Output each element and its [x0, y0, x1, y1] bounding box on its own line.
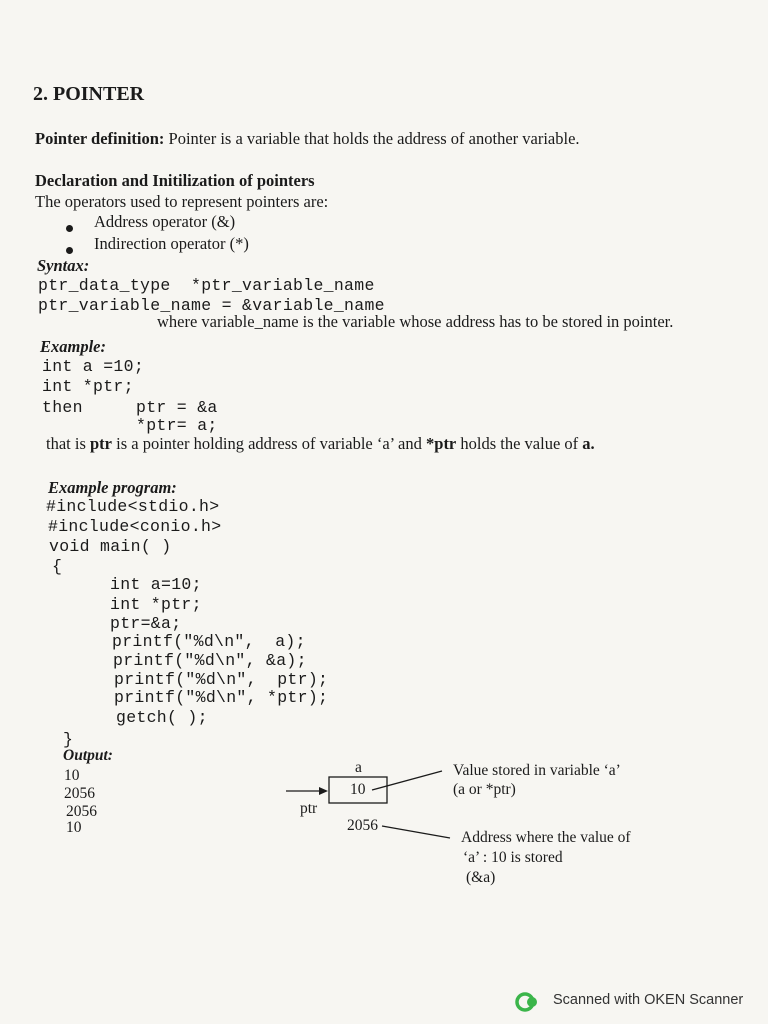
output-line: 10: [66, 819, 82, 836]
program-code-line: printf("%d\n", a);: [112, 632, 306, 651]
summary-text: is a pointer holding address of variable ‘a’ and: [112, 434, 427, 453]
example-then: then: [42, 398, 83, 417]
program-code-line: #include<stdio.h>: [46, 497, 220, 516]
page-title: 2. POINTER: [33, 83, 145, 105]
output-line: 2056: [66, 803, 97, 820]
value-leader-line: [372, 771, 442, 790]
program-code-line: printf("%d\n", ptr);: [114, 670, 329, 689]
example-code-line: int *ptr;: [42, 377, 134, 396]
syntax-label: Syntax:: [37, 256, 90, 275]
output-line: 2056: [64, 785, 95, 802]
address-note: (&a): [466, 869, 496, 886]
pointer-label: ptr: [300, 800, 318, 817]
program-code-line: }: [63, 730, 74, 749]
summary-text: holds the value of: [456, 434, 583, 453]
definition-text: Pointer is a variable that holds the address of another variable.: [164, 129, 580, 148]
bullet-item: Address operator (&): [94, 212, 236, 231]
summary-var: a.: [582, 434, 595, 453]
address-note: Address where the value of: [461, 829, 631, 846]
address-note: ‘a’ : 10 is stored: [463, 849, 563, 866]
value-note: Value stored in variable ‘a’: [453, 762, 621, 779]
example-code-line: *ptr= a;: [136, 416, 218, 435]
program-code-line: void main( ): [49, 537, 172, 556]
example-code-line: int a =10;: [42, 357, 145, 376]
definition-label: Pointer definition:: [35, 129, 165, 148]
address-leader-line: [382, 826, 450, 838]
arrow-head-icon: [319, 787, 328, 795]
summary-ptr: ptr: [90, 434, 112, 453]
value-note: (a or *ptr): [453, 781, 516, 798]
bullet-item: Indirection operator (*): [94, 234, 249, 253]
program-code-line: {: [52, 557, 63, 576]
syntax-line: ptr_variable_name = &variable_name: [38, 296, 385, 315]
example-code-line: ptr = &a: [136, 398, 218, 417]
oken-logo-icon: [515, 990, 539, 1014]
output-line: 10: [64, 767, 80, 784]
example-label: Example:: [40, 337, 106, 356]
program-code-line: getch( );: [116, 708, 208, 727]
program-code-line: printf("%d\n", &a);: [113, 651, 307, 670]
declaration-intro: The operators used to represent pointers are:: [35, 192, 329, 211]
program-code-line: int *ptr;: [110, 595, 202, 614]
declaration-title: Declaration and Initilization of pointers: [35, 171, 315, 190]
program-code-line: #include<conio.h>: [48, 517, 222, 536]
summary-deref: *ptr: [426, 434, 457, 453]
output-label: Output:: [63, 747, 113, 764]
scanner-watermark: Scanned with OKEN Scanner: [553, 992, 744, 1008]
address-label: 2056: [347, 817, 378, 834]
memory-box-value: 10: [350, 781, 366, 798]
program-code-line: int a=10;: [110, 575, 202, 594]
program-code-line: printf("%d\n", *ptr);: [114, 688, 329, 707]
program-label: Example program:: [48, 478, 177, 497]
program-code-line: ptr=&a;: [110, 614, 182, 633]
summary-text: that is: [46, 434, 90, 453]
syntax-line: ptr_data_type *ptr_variable_name: [38, 276, 375, 295]
variable-name-label: a: [355, 759, 362, 776]
syntax-note: where variable_name is the variable whose address has to be stored in pointer.: [157, 312, 674, 331]
